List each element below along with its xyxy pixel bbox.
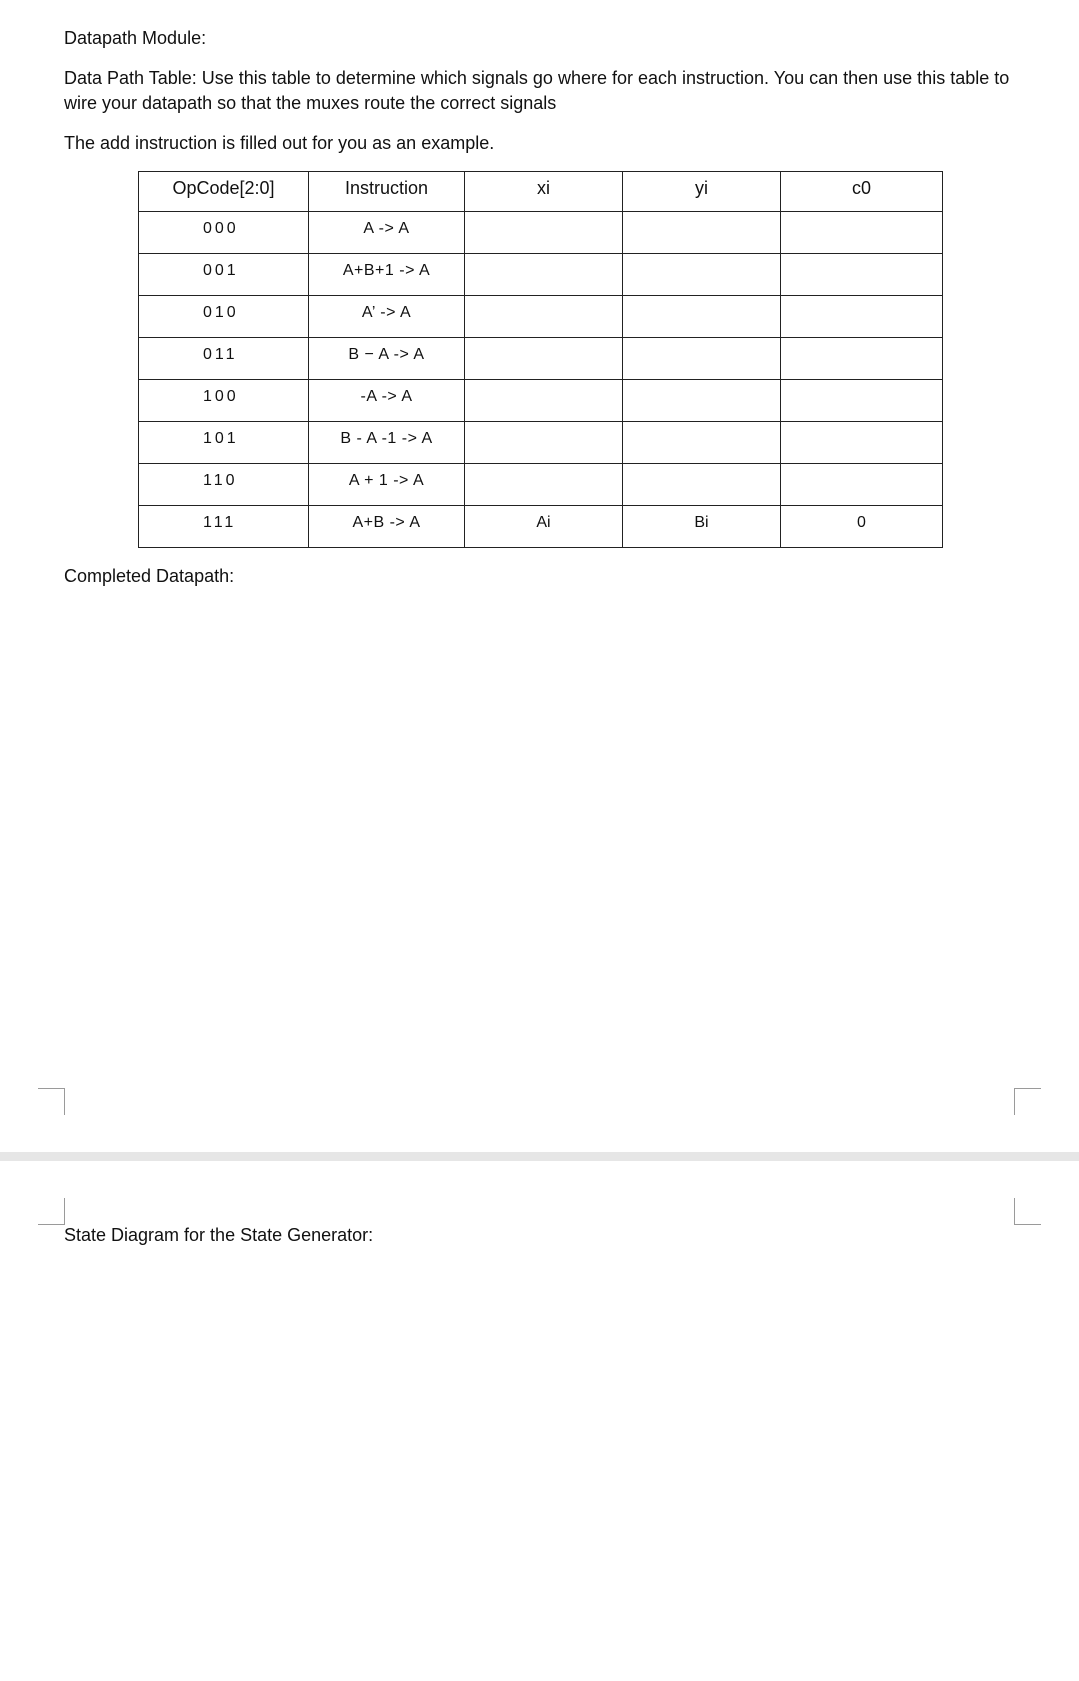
opcode-cell: 010 [139, 296, 309, 338]
instruction-cell: A + 1 -> A [309, 464, 465, 506]
state-diagram-label: State Diagram for the State Generator: [64, 1225, 374, 1245]
yi-cell[interactable] [623, 338, 781, 380]
c0-cell[interactable] [781, 254, 943, 296]
yi-cell[interactable]: Bi [623, 506, 781, 548]
yi-cell[interactable] [623, 212, 781, 254]
table-row [139, 212, 943, 254]
table-row [139, 464, 943, 506]
header-xi: xi [465, 172, 623, 212]
c0-cell[interactable] [781, 296, 943, 338]
crop-mark-top-left [38, 1088, 65, 1115]
intro-paragraph: Data Path Table: Use this table to determine which signals go where for each instruction. You can then use this table to wire your datapath so that the muxes route the correct signals [64, 68, 1010, 113]
instruction-cell: -A -> A [309, 380, 465, 422]
table-row [139, 506, 943, 548]
data-path-table [138, 171, 943, 548]
instruction-cell: B - A -1 -> A [309, 422, 465, 464]
opcode-cell: 100 [139, 380, 309, 422]
instruction-cell: B − A -> A [309, 338, 465, 380]
xi-cell[interactable] [465, 380, 623, 422]
instruction-cell: A+B+1 -> A [309, 254, 465, 296]
page-heading: Datapath Module: [64, 28, 207, 48]
opcode-cell: 111 [139, 506, 309, 548]
xi-cell[interactable]: Ai [465, 506, 623, 548]
yi-cell[interactable] [623, 296, 781, 338]
opcode-cell: 011 [139, 338, 309, 380]
yi-cell[interactable] [623, 464, 781, 506]
page-break-divider [0, 1152, 1079, 1161]
c0-cell[interactable] [781, 380, 943, 422]
xi-cell[interactable] [465, 464, 623, 506]
crop-mark-bottom-left [38, 1198, 65, 1225]
table-header-row [139, 172, 943, 212]
c0-cell[interactable] [781, 338, 943, 380]
header-instruction: Instruction [309, 172, 465, 212]
opcode-cell: 101 [139, 422, 309, 464]
crop-mark-bottom-right [1014, 1198, 1041, 1225]
c0-cell[interactable] [781, 212, 943, 254]
completed-datapath-label: Completed Datapath: [64, 566, 235, 586]
table-row [139, 422, 943, 464]
yi-cell[interactable] [623, 380, 781, 422]
instruction-cell: A -> A [309, 212, 465, 254]
header-c0: c0 [781, 172, 943, 212]
c0-cell[interactable]: 0 [781, 506, 943, 548]
header-opcode: OpCode[2:0] [139, 172, 309, 212]
xi-cell[interactable] [465, 212, 623, 254]
instruction-cell: A’ -> A [309, 296, 465, 338]
table-row [139, 380, 943, 422]
opcode-cell: 000 [139, 212, 309, 254]
yi-cell[interactable] [623, 422, 781, 464]
table-row [139, 296, 943, 338]
xi-cell[interactable] [465, 296, 623, 338]
xi-cell[interactable] [465, 338, 623, 380]
table-row [139, 254, 943, 296]
example-note: The add instruction is filled out for you as an example. [64, 133, 495, 153]
xi-cell[interactable] [465, 254, 623, 296]
header-yi: yi [623, 172, 781, 212]
yi-cell[interactable] [623, 254, 781, 296]
crop-mark-top-right [1014, 1088, 1041, 1115]
instruction-cell: A+B -> A [309, 506, 465, 548]
xi-cell[interactable] [465, 422, 623, 464]
c0-cell[interactable] [781, 464, 943, 506]
opcode-cell: 110 [139, 464, 309, 506]
table-row [139, 338, 943, 380]
opcode-cell: 001 [139, 254, 309, 296]
c0-cell[interactable] [781, 422, 943, 464]
